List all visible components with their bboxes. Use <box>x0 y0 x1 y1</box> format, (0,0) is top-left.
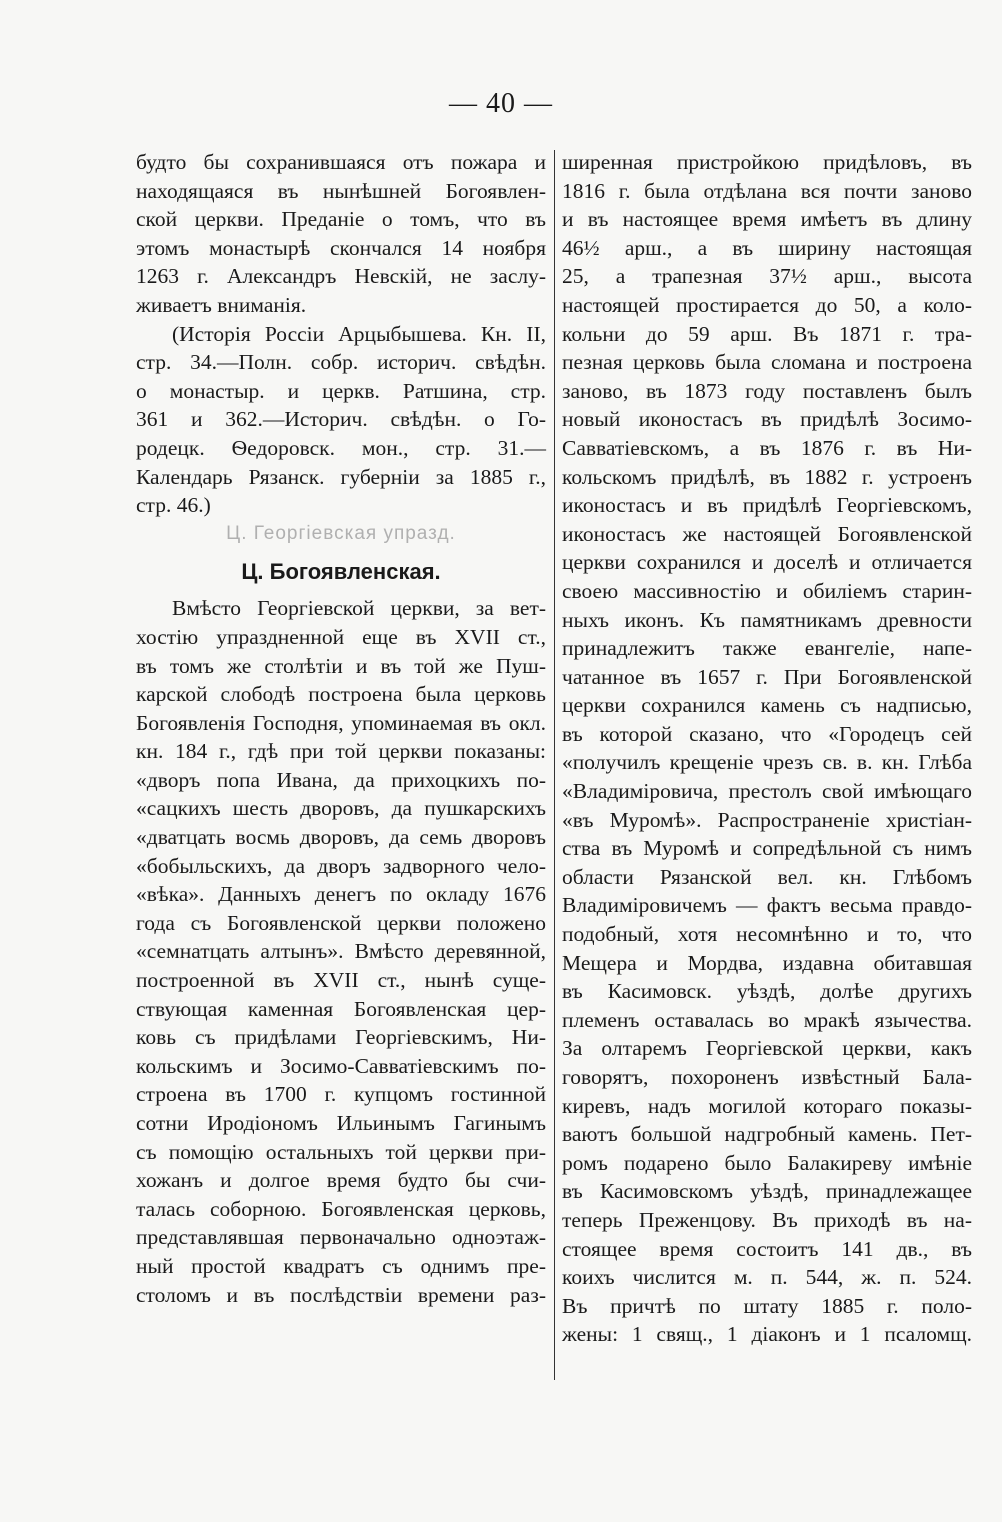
text-line: построенной въ XVII ст., нынѣ суще- <box>136 968 546 993</box>
paragraph-1 <box>136 148 546 320</box>
text-line: пезная церковь была сломана и построена <box>562 350 972 375</box>
text-line: «семнатцать алтынъ». Вмѣсто деревянной, <box>136 939 546 964</box>
text-line: 361 и 362.—Историч. свѣдѣн. о Го- <box>136 407 546 432</box>
text-line: въ Касимовск. уѣздѣ, долѣе другихъ <box>562 979 972 1004</box>
text-line: живаетъ вниманія. <box>136 292 307 317</box>
text-line: иконостасъ же настоящей Богоявленской <box>562 521 972 546</box>
text-line: иконостасъ и въ придѣлѣ Георгіевскомъ, <box>562 493 972 518</box>
section-heading: Ц. Богоявленская. <box>241 559 441 585</box>
column-divider <box>554 150 555 1380</box>
page-number: — 40 — <box>449 88 553 119</box>
text-line: ковь съ придѣлами Георгіевскимъ, Ни- <box>136 1025 546 1050</box>
text-line: своею массивностію и обиліемъ старин- <box>562 578 972 603</box>
text-line: ный простой квадратъ съ однимъ пре- <box>136 1253 546 1278</box>
text-line: карской слободѣ построена была церковь <box>136 682 546 707</box>
text-line: новый иконостасъ въ придѣлѣ Зосимо- <box>562 407 972 432</box>
text-line: ствующая каменная Богоявленская цер- <box>136 996 546 1021</box>
text-line: хостію упраздненной еще въ XVII ст., <box>136 624 546 649</box>
text-line: киревъ, надъ могилой котораго показы- <box>562 1093 972 1118</box>
paragraph-3 <box>136 594 546 1309</box>
text-line: церкви сохранился камень съ надписью, <box>562 693 972 718</box>
text-line: кольни до 59 арш. Въ 1871 г. тра- <box>562 321 972 346</box>
text-line: находящаяся въ нынѣшней Богоявлен- <box>136 178 546 203</box>
text-line: представлявшая первоначально одноэтаж- <box>136 1225 546 1250</box>
text-line: теперь Преженцову. Въ приходѣ въ на- <box>562 1207 972 1232</box>
text-line: заново, въ 1873 году поставленъ былъ <box>562 378 972 403</box>
text-line: подобный, хотя несомнѣнно и то, что <box>562 922 972 947</box>
text-line: строена въ 1700 г. купцомъ гостинной <box>136 1082 546 1107</box>
text-line: «дворъ попа Ивана, да прихоцкихъ по- <box>136 767 546 792</box>
text-line: Календарь Рязанск. губерніи за 1885 г., <box>136 464 546 489</box>
text-line: въ Касимовскомъ уѣздѣ, принадлежащее <box>562 1179 972 1204</box>
paragraph-references <box>136 320 546 520</box>
text-line: въ томъ же столѣтіи и въ той же Пуш- <box>136 653 546 678</box>
text-line: 46½ арш., а въ ширину настоящая <box>562 235 972 260</box>
text-line: настоящей простирается до 50, а коло- <box>562 292 972 317</box>
text-line: этомъ монастырѣ скончался 14 ноября <box>136 235 546 260</box>
text-line: 25, а трапезная 37½ арш., высота <box>562 264 972 289</box>
right-column <box>562 148 972 1349</box>
text-line: области Рязанской вел. кн. Глѣбомъ <box>562 864 972 889</box>
text-line: Вмѣсто Георгіевской церкви, за вет- <box>172 596 546 621</box>
text-line: ширенная пристройкою придѣловъ, въ <box>562 150 972 174</box>
text-line: кольскимъ и Зосимо-Савватіевскимъ по- <box>136 1053 546 1078</box>
text-line: о монастыр. и церкв. Ратшина, стр. <box>136 378 546 403</box>
text-line: церкви сохранился и доселѣ и отличается <box>562 550 972 575</box>
text-line: (Исторія Россіи Арцыбышева. Кн. II, <box>172 321 546 346</box>
text-line: ства въ Муромѣ и сопредѣльной съ нимъ <box>562 836 972 861</box>
text-line: коихъ числится м. п. 544, ж. п. 524. <box>562 1265 972 1290</box>
text-line: Мещера и Мордва, издавна обитавшая <box>562 950 972 975</box>
text-line: принадлежитъ также евангеліе, напе- <box>562 636 972 661</box>
text-line: столомъ и въ послѣдствіи времени раз- <box>136 1282 546 1307</box>
text-line: Въ причтѣ по штату 1885 г. поло- <box>562 1293 972 1318</box>
text-line: ваютъ большой надгробный камень. Пет- <box>562 1122 972 1147</box>
text-line: Богоявленія Господня, упоминаемая въ окл. <box>136 710 546 735</box>
text-line: чатанное въ 1657 г. При Богоявленской <box>562 664 972 689</box>
text-line: «въ Муромѣ». Распространеніе христіан- <box>562 807 972 832</box>
text-line: хожанъ и долгое время будто бы счи- <box>136 1168 546 1193</box>
text-line: ныхъ иконъ. Къ памятникамъ древности <box>562 607 972 632</box>
text-line: 1816 г. была отдѣлана вся почти заново <box>562 178 972 203</box>
text-line: племенъ оставалась во мракѣ язычества. <box>562 1007 972 1032</box>
bleed-through-heading: Ц. Георгіевская упразд. <box>226 522 456 544</box>
text-line: будто бы сохранившаяся отъ пожара и <box>136 150 546 174</box>
text-line: «вѣка». Данныхъ денегъ по окладу 1676 <box>136 882 546 907</box>
text-line: ской церкви. Преданіе о томъ, что въ <box>136 207 546 232</box>
text-line: кн. 184 г., гдѣ при той церкви показаны: <box>136 739 546 764</box>
text-line: «дватцать восмь дворовъ, да семь дворовъ <box>136 825 546 850</box>
text-line: говорятъ, похороненъ извѣстный Бала- <box>562 1065 972 1089</box>
text-line: стоящее время состоитъ 141 дв., въ <box>562 1236 972 1261</box>
text-line: Савватіевскомъ, а въ 1876 г. въ Ни- <box>562 435 972 460</box>
text-line: За олтаремъ Георгіевской церкви, какъ <box>562 1036 972 1061</box>
left-column <box>136 148 546 1309</box>
text-line: ромъ подарено было Балакиреву имѣніе <box>562 1150 972 1175</box>
text-line: «Владиміровича, престолъ свой имѣющаго <box>562 779 972 804</box>
text-line: талась соборною. Богоявленская церковь, <box>136 1196 546 1221</box>
text-line: Владиміровичемъ — фактъ весьма правдо- <box>562 893 972 918</box>
text-line: «сацкихъ шесть дворовъ, да пушкарскихъ <box>136 796 546 821</box>
text-line: 1263 г. Александръ Невскій, не заслу- <box>136 264 546 289</box>
text-line: въ которой сказано, что «Городецъ сей <box>562 721 972 746</box>
text-line: жены: 1 свящ., 1 діаконъ и 1 псаломщ. <box>562 1322 972 1347</box>
text-line: «бобыльскихъ, да дворъ задворного чело- <box>136 853 546 878</box>
text-line: сотни Иродіономъ Ильинымъ Гагинымъ <box>136 1111 546 1135</box>
text-line: и въ настоящее время имѣетъ въ длину <box>562 207 972 232</box>
text-line: стр. 34.—Полн. собр. историч. свѣдѣн. <box>136 350 546 375</box>
text-line: стр. 46.) <box>136 493 211 518</box>
text-line: родецк. Ѳедоровск. мон., стр. 31.— <box>136 435 546 460</box>
text-line: съ помощію остальныхъ той церкви при- <box>136 1139 546 1164</box>
text-line: «получилъ крещеніе чрезъ св. в. кн. Глѣба <box>562 750 972 775</box>
text-line: года съ Богоявленской церкви положено <box>136 910 546 935</box>
text-line: кольскомъ придѣлѣ, въ 1882 г. устроенъ <box>562 464 972 489</box>
